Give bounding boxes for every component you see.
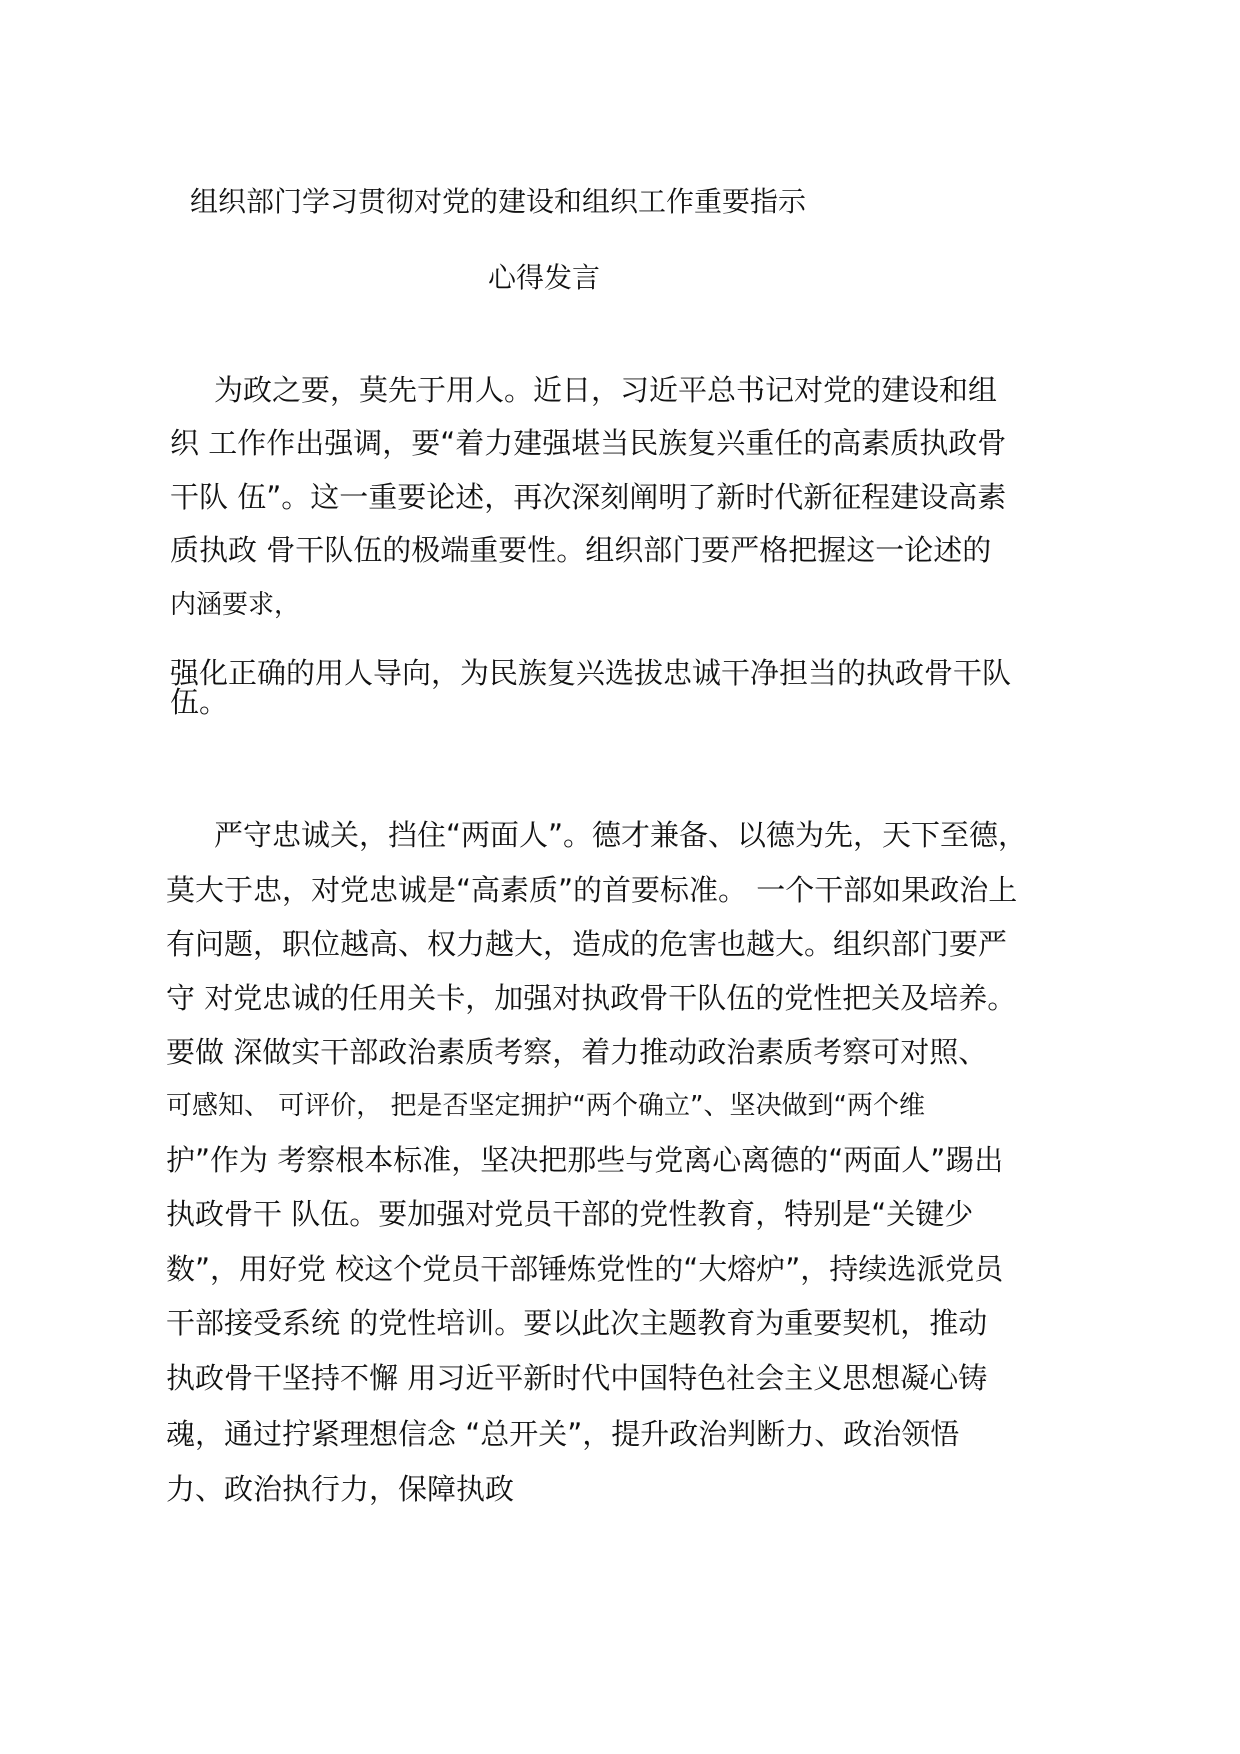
paragraph-line: 莫大于忠，对党忠诚是“高素质”的首要标准。 一个干部如果政治上 [166,873,1018,907]
paragraph-line: 力、政治执行力，保障执政 [166,1472,515,1506]
paragraph-line: 守 对党忠诚的任用关卡，加强对执政骨干队伍的党性把关及培养。 [166,981,1017,1015]
paragraph-line: 内涵要求， [170,590,301,620]
paragraph-line: 干部接受系统 的党性培训。要以此次主题教育为重要契机，推动 [166,1306,988,1340]
paragraph-line: 要做 深做实干部政治素质考察，着力推动政治素质考察可对照、 [166,1035,988,1069]
paragraph-line: 魂，通过拧紧理想信念 “总开关”，提升政治判断力、政治领悟 [166,1417,960,1451]
paragraph-line: 执政骨干 队伍。要加强对党员干部的党性教育，特别是“关键少 [166,1197,974,1231]
paragraph-line: 护”作为 考察根本标准，坚决把那些与党离心离德的“两面人”踢出 [166,1143,1004,1177]
paragraph-line: 执政骨干坚持不懈 用习近平新时代中国特色社会主义思想凝心铸 [166,1361,988,1395]
paragraph-line: 有问题，职位越高、权力越大，造成的危害也越大。组织部门要严 [166,927,1008,961]
paragraph-line: 强化正确的用人导向，为民族复兴选拔忠诚干净担当的执政骨干队 [170,656,1012,690]
title-line-2: 心得发言 [488,261,601,294]
paragraph-line: 干队 伍”。这一重要论述，再次深刻阐明了新时代新征程建设高素 [170,480,1007,514]
paragraph-line: 为政之要，莫先于用人。近日，习近平总书记对党的建设和组 [214,373,998,407]
paragraph-line: 伍。 [170,685,229,719]
paragraph-line: 严守忠诚关，挡住“两面人”。德才兼备、以德为先，天下至德， [214,818,1028,852]
title-line-1: 组织部门学习贯彻对党的建设和组织工作重要指示 [190,185,807,218]
paragraph-line: 可感知、 可评价， 把是否坚定拥护“两个确立”、坚决做到“两个维 [166,1091,925,1121]
paragraph-line: 织 工作作出强调，要“着力建强堪当民族复兴重任的高素质执政骨 [170,426,1007,460]
paragraph-line: 数”，用好党 校这个党员干部锤炼党性的“大熔炉”，持续选派党员 [166,1252,1004,1286]
paragraph-line: 质执政 骨干队伍的极端重要性。组织部门要严格把握这一论述的 [170,533,992,567]
